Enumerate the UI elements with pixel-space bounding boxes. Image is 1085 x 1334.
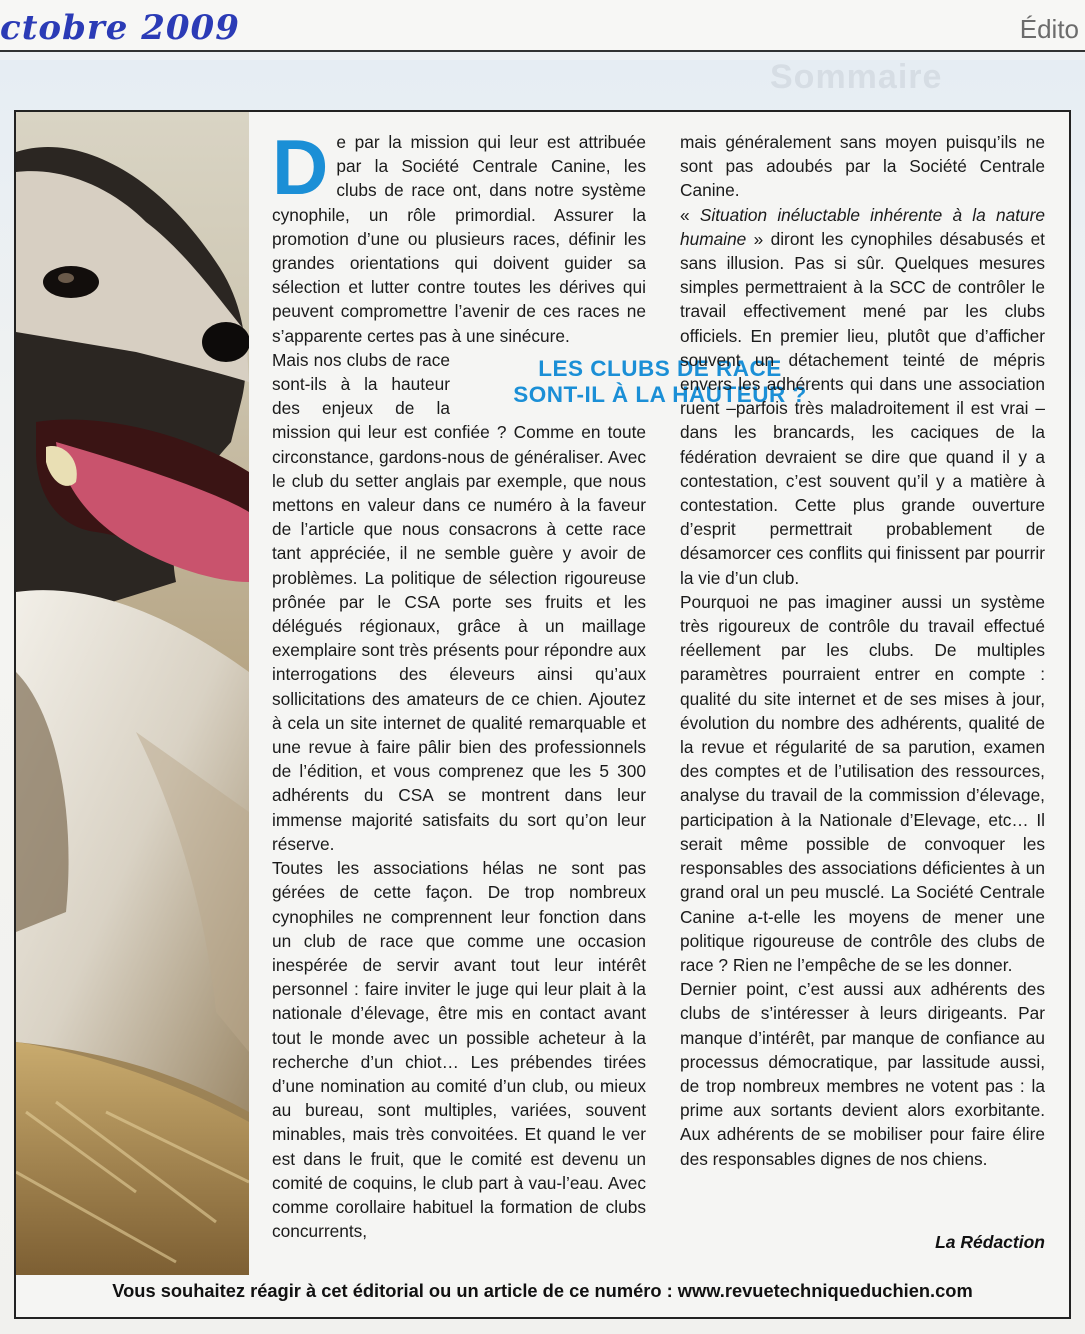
paragraph: « Situation inéluctable inhérente à la nature humaine » diront les cynophiles désabusés et sans illusion. Pas si sûr. Quelques mesures simples permettraient à la SCC de contrôler le travail effectivement mené par les clubs officiels. En premier lieu, plutôt que d’afficher souvent un détachement teinté de mépris envers les adhérents qui dans une association ruent –parfois très maladroitement il est vrai – dans les brancards, les caciques de la fédération devraient se dire que quand il y a contestation, c’est souvent qu’il y a matière à contestation. Cette plus grande ouverture d’esprit permettrait probablement de désamorcer ces conflits qui finissent par pourrir la vie d’un club. bbox=[680, 204, 1045, 588]
paragraph: Mais nos clubs de race sont-ils à la hauteur des enjeux de la mission qui leur est confiée ? Comme en toute circonstance, gardons-nous de généraliser. Avec le club du setter anglais par exemple, que nous mettons en valeur dans ce numéro à la faveur de l’article que nous consacrons à cette race tant appréciée, il ne semble guère y avoir de problèmes. La politique de sélection rigoureuse prônée par le CSA porte ses fruits et les délégués régionaux, grâce à un maillage exemplaire sont très présents pour répondre aux interrogations des éleveurs ainsi qu’aux sollicitations des amateurs de ce chien. Ajoutez à cela un site internet de qualité remarquable et une revue à faire pâlir bien des professionnels de l’édition, et vous comprenez que les 5 300 adhérents du CSA se montrent dans leur immense majorité satisfaits du sort qu’on leur réserve. bbox=[272, 349, 646, 854]
drop-cap: D bbox=[272, 123, 329, 211]
ghost-title: Sommaire bbox=[770, 58, 943, 96]
paragraph: Dernier point, c’est aussi aux adhérents des clubs de s’intéresser à leurs dirigeants. Par manque d’intérêt, par manque de confiance au processus démocratique, par lassitude aussi, de trop nombreux membres ne votent pas : la prime aux sortants devient alors exorbitante. Aux adhérents de se mobiliser pour faire élire des responsables dignes de nos chiens. bbox=[680, 979, 1045, 1169]
page-header bbox=[0, 0, 1085, 52]
headline-line-1: LES CLUBS DE RACE bbox=[538, 356, 782, 381]
paragraph: Toutes les associations hélas ne sont pas gérées de cette façon. De trop nombreux cynophiles ne comprennent leur fonction dans un club de race que comme une occasion inespérée de servir avant tout leur intérêt personnel : faire inviter le juge qui leur plait à la nationale d’élevage, être mis en contact avant tout le monde avec un possible acheteur à la recherche d’un chiot… Les prébendes tirées d’une nomination au comité d’un club, ou mieux au bureau, sont multiples, variées, souvent minables, mais très convoitées. Et quand le ver est dans le fruit, que le comité est devenu un comité de coquins, le club part à vau-l’eau. Avec comme corollaire habituel la formation de clubs concurrents, bbox=[272, 858, 646, 1242]
signature: La Rédaction bbox=[935, 1232, 1045, 1252]
quote: Situation inéluctable inhérente à la nature humaine bbox=[680, 204, 1045, 249]
issue-date: ctobre 2009 bbox=[0, 8, 240, 48]
paragraph: mais généralement sans moyen puisqu’ils ne sont pas adoubés par la Société Centrale Canine. bbox=[680, 132, 1045, 201]
setter-illustration bbox=[16, 112, 249, 1275]
section-label: Édito bbox=[1019, 14, 1079, 44]
dog-photo bbox=[16, 112, 249, 1275]
header-divider bbox=[0, 50, 1085, 52]
left-column bbox=[272, 123, 646, 1243]
editorial-frame bbox=[14, 110, 1071, 1319]
paragraph: De par la mission qui leur est attribuée par la Société Centrale Canine, les clubs de race ont, dans notre système cynophile, un rôle primordial. Assurer la promotion d’une ou plusieurs races, définir les grandes orientations qui doivent guider sa sélection et lutter contre toutes les dérives qui peuvent compromettre l’avenir de ces races ne s’apparente certes pas à une sinécure. bbox=[272, 123, 646, 346]
footer-callout: Vous souhaitez réagir à cet éditorial ou un article de ce numéro : www.revuetechniqueduchien.com bbox=[112, 1280, 973, 1301]
paragraph: Pourquoi ne pas imaginer aussi un système très rigoureux de contrôle du travail effectué réellement par les clubs. De multiples paramètres pourraient entrer en compte : qualité du site internet et de ses mises à jour, évolution du nombre des adhérents, qualité de la revue et régularité de sa parution, examen des comptes et de l’utilisation des ressources, analyse du travail de la commission d’élevage, participation à la Nationale d’Elevage, etc… Il serait même possible de convoquer les responsables des associations déficientes à un grand oral un peu musclé. La Société Centrale Canine a-t-elle les moyens de mener une politique rigoureuse de contrôle des clubs de race ? Rien ne l’empêche de se les donner. bbox=[680, 591, 1045, 975]
headline-line-2: SONT-IL À LA HAUTEUR ? bbox=[513, 382, 807, 407]
headline-spacer bbox=[450, 348, 646, 418]
right-column bbox=[680, 130, 1045, 1171]
